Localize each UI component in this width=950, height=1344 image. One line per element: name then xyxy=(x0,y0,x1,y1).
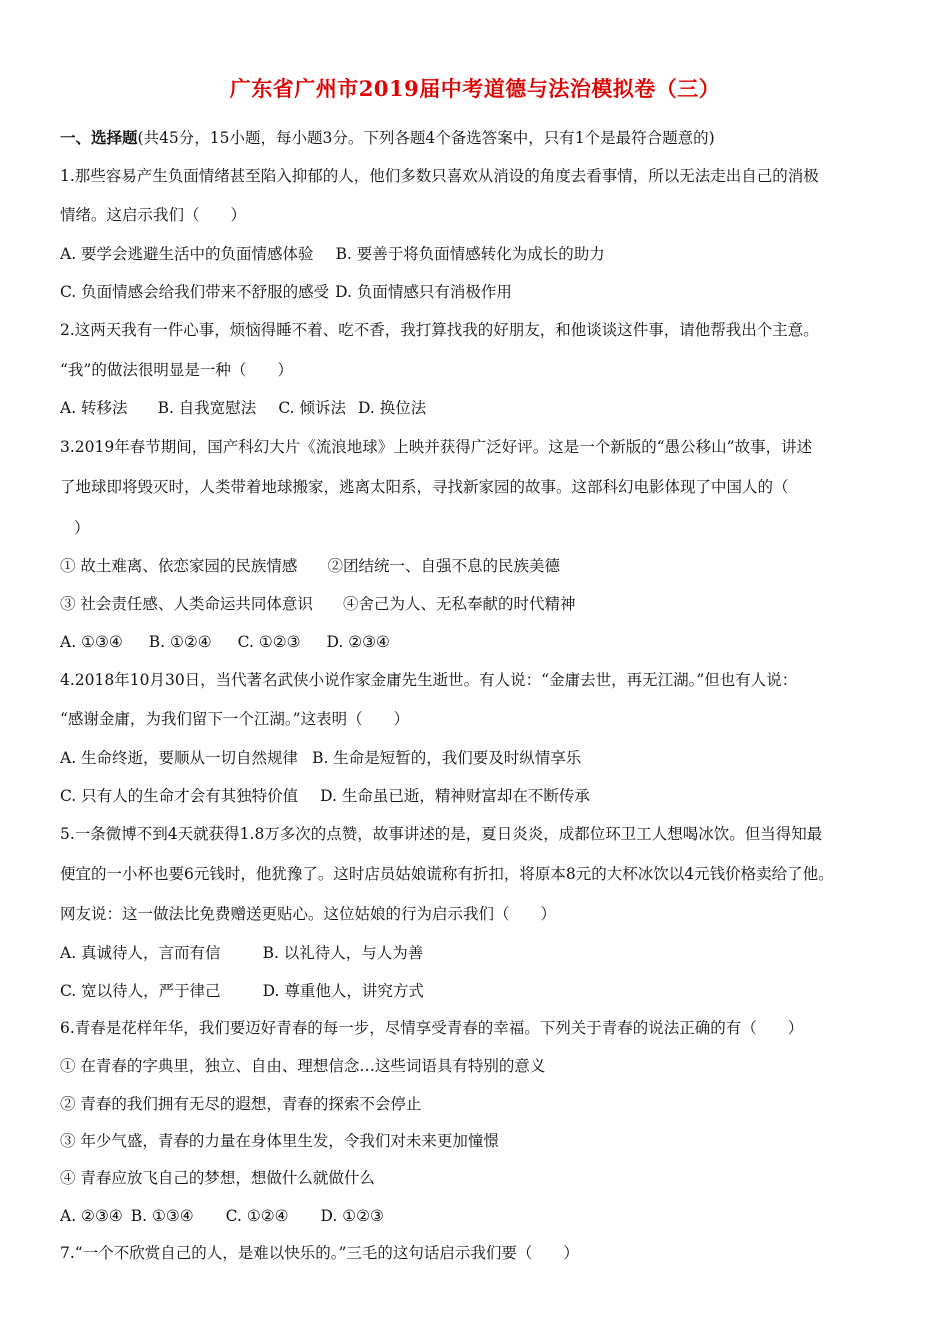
q3-stem-line1: 3.2019年春节期间，国产科幻大片《流浪地球》上映并获得广泛好评。这是一个新版的“愚公移山”故事，讲述 xyxy=(60,438,813,456)
q3-option-c: C. ①②③ xyxy=(237,633,301,651)
q4-stem-line2: “感谢金庸，为我们留下一个江湖。”这表明（ ） xyxy=(60,710,410,728)
q3-statement-4: ④舍己为人、无私奉献的时代精神 xyxy=(342,595,576,613)
q3-stem-line2: 了地球即将毁灭时，人类带着地球搬家，逃离太阳系，寻找新家园的故事。这部科幻电影体现了中国人的（ xyxy=(60,478,789,496)
q4-options-row1 xyxy=(60,748,581,768)
q2-stem-line1: 2.这两天我有一件心事，烦恼得睡不着、吃不香，我打算找我的好朋友，和他谈谈这件事，请他帮我出个主意。 xyxy=(60,321,819,339)
q4-option-d: D. 生命虽已逝，精神财富却在不断传承 xyxy=(320,787,590,805)
q3-statement-1: ① 故土难离、依恋家园的民族情感 xyxy=(60,557,298,575)
q3-option-d: D. ②③④ xyxy=(326,633,390,651)
q6-statement-2: ② 青春的我们拥有无尽的遐想，青春的探索不会停止 xyxy=(60,1095,422,1113)
q5-option-b: B. 以礼待人，与人为善 xyxy=(262,944,424,962)
q2-option-d: D. 换位法 xyxy=(357,399,427,417)
q4-options-row2 xyxy=(60,786,590,806)
q6-options-row xyxy=(60,1206,384,1226)
q3-statements-row1 xyxy=(60,556,560,576)
q6-option-c: C. ①②④ xyxy=(225,1207,289,1225)
q5-option-c: C. 宽以待人，严于律己 xyxy=(60,982,221,1000)
q6-option-a: A. ②③④ xyxy=(60,1207,123,1225)
q6-option-d: D. ①②③ xyxy=(320,1207,384,1225)
q6-stem: 6.青春是花样年华，我们要迈好青春的每一步，尽情享受青春的幸福。下列关于青春的说法正确的有（ ） xyxy=(60,1019,804,1037)
q6-statement-1: ① 在青春的字典里，独立、自由、理想信念…这些词语具有特别的意义 xyxy=(60,1057,546,1075)
q1-options-row1 xyxy=(60,244,605,264)
q3-stem-line3: ） xyxy=(74,519,90,537)
q5-option-a: A. 真诚待人，言而有信 xyxy=(60,944,221,962)
q7-stem: 7.“一个不欣赏自己的人，是难以快乐的。”三毛的这句话启示我们要（ ） xyxy=(60,1244,579,1262)
q2-options-row xyxy=(60,398,426,418)
q6-option-b: B. ①③④ xyxy=(130,1207,194,1225)
q4-stem-line1: 4.2018年10月30日，当代著名武侠小说作家金庸先生逝世。有人说：“金庸去世，再无江湖。”但也有人说： xyxy=(60,671,798,689)
q1-option-c: C. 负面情感会给我们带来不舒服的感受 xyxy=(60,283,330,301)
section-heading: 一、选择题 xyxy=(60,128,138,147)
q1-options-row2 xyxy=(60,282,512,302)
q5-options-row2 xyxy=(60,981,424,1001)
page-title: 广东省广州市2019届中考道德与法治模拟卷（三） xyxy=(229,76,721,101)
q2-option-b: B. 自我宽慰法 xyxy=(157,399,257,417)
q2-option-c: C. 倾诉法 xyxy=(278,399,346,417)
q1-option-d: D. 负面情感只有消极作用 xyxy=(335,283,512,301)
q6-statement-3: ③ 年少气盛，青春的力量在身体里生发，令我们对未来更加憧憬 xyxy=(60,1132,499,1150)
q2-stem-line2: “我”的做法很明显是一种（ ） xyxy=(60,361,293,379)
q3-option-b: B. ①②④ xyxy=(148,633,212,651)
section-header xyxy=(60,128,715,148)
q1-option-a: A. 要学会逃避生活中的负面情感体验 xyxy=(60,245,314,263)
q4-option-b: B. 生命是短暂的，我们要及时纵情享乐 xyxy=(312,749,582,767)
q3-statement-3: ③ 社会责任感、人类命运共同体意识 xyxy=(60,595,313,613)
q3-option-a: A. ①③④ xyxy=(60,633,123,651)
q5-stem-line1: 5.一条微博不到4天就获得1.8万多次的点赞，故事讲述的是，夏日炎炎，成都位环卫工人想喝冰饮。但当得知最 xyxy=(60,825,823,843)
q1-stem-line1: 1.那些容易产生负面情绪甚至陷入抑郁的人，他们多数只喜欢从消设的角度去看事情，所以无法走出自己的消极 xyxy=(60,167,819,185)
q5-options-row1 xyxy=(60,943,423,963)
q6-statement-4: ④ 青春应放飞自己的梦想，想做什么就做什么 xyxy=(60,1169,375,1187)
section-note: (共45分，15小题，每小题3分。下列各题4个备选答案中，只有1个是最符合题意的) xyxy=(137,129,715,147)
q5-stem-line3: 网友说：这一做法比免费赠送更贴心。这位姑娘的行为启示我们（ ） xyxy=(60,905,557,923)
q2-option-a: A. 转移法 xyxy=(60,399,128,417)
q1-option-b: B. 要善于将负面情感转化为成长的助力 xyxy=(335,245,605,263)
q5-option-d: D. 尊重他人，讲究方式 xyxy=(262,982,424,1000)
q3-statements-row2 xyxy=(60,594,575,614)
q5-stem-line2: 便宜的一小杯也要6元钱时，他犹豫了。这时店员姑娘谎称有折扣，将原本8元的大杯冰饮以4元钱价格卖给了他。 xyxy=(60,865,834,883)
q3-options-row xyxy=(60,632,390,652)
q4-option-a: A. 生命终逝，要顺从一切自然规律 xyxy=(60,749,299,767)
q4-option-c: C. 只有人的生命才会有其独特价值 xyxy=(60,787,299,805)
q3-statement-2: ②团结统一、自强不息的民族美德 xyxy=(327,557,560,575)
q1-stem-line2: 情绪。这启示我们（ ） xyxy=(60,206,247,224)
